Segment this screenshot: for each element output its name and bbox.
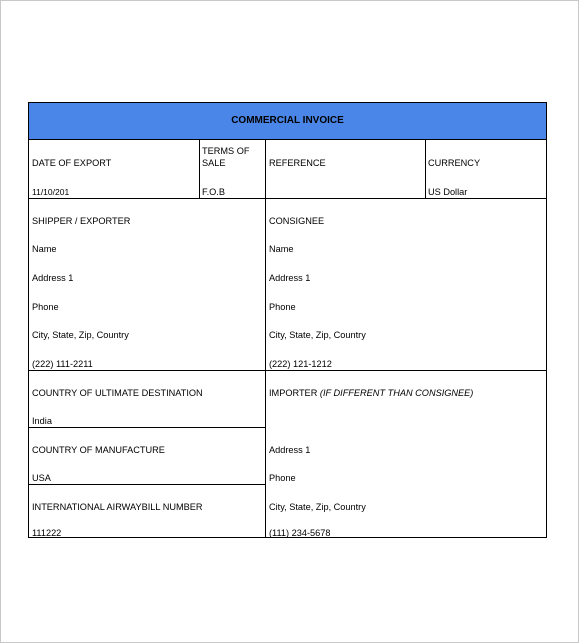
reference-label: REFERENCE: [269, 158, 326, 168]
importer-note: (IF DIFFERENT THAN CONSIGNEE): [319, 388, 474, 398]
consignee-address: Address 1: [269, 273, 311, 283]
shipper-label: SHIPPER / EXPORTER: [32, 216, 131, 226]
consignee-name: Name: [269, 244, 294, 254]
importer-phone-number: (111) 234-5678: [269, 528, 331, 538]
country-destination-value: India: [32, 416, 52, 426]
shipper-address: Address 1: [32, 273, 74, 283]
country-manufacture-label: COUNTRY OF MANUFACTURE: [32, 445, 165, 455]
commercial-invoice-form: [28, 102, 547, 538]
airwaybill-value: 111222: [32, 528, 62, 538]
importer-address: Address 1: [269, 445, 311, 455]
importer-city: City, State, Zip, Country: [269, 502, 366, 512]
divider: [199, 140, 200, 198]
importer-label-line: [269, 388, 473, 399]
divider: [29, 427, 266, 428]
consignee-label: CONSIGNEE: [269, 216, 325, 226]
divider: [265, 140, 266, 537]
importer-label: IMPORTER: [269, 388, 318, 398]
shipper-phone-number: (222) 111-2211: [32, 359, 93, 369]
date-of-export-value: 11/10/201: [32, 187, 70, 197]
consignee-city: City, State, Zip, Country: [269, 330, 366, 340]
divider: [29, 370, 546, 371]
currency-label: CURRENCY: [428, 158, 481, 168]
country-manufacture-value: USA: [32, 473, 51, 483]
invoice-title: COMMERCIAL INVOICE: [29, 103, 546, 140]
divider: [29, 484, 266, 485]
divider: [29, 198, 546, 199]
country-destination-label: COUNTRY OF ULTIMATE DESTINATION: [32, 388, 203, 398]
shipper-city: City, State, Zip, Country: [32, 330, 129, 340]
consignee-phone-label: Phone: [269, 302, 296, 312]
currency-value: US Dollar: [428, 187, 468, 197]
date-of-export-label: DATE OF EXPORT: [32, 158, 112, 168]
terms-of-sale-value: F.O.B: [202, 187, 225, 197]
consignee-phone-number: (222) 121-1212: [269, 359, 332, 369]
importer-phone-label: Phone: [269, 473, 296, 483]
shipper-name: Name: [32, 244, 57, 254]
divider: [425, 140, 426, 198]
shipper-phone-label: Phone: [32, 302, 59, 312]
terms-of-sale-label-line1: TERMS OF: [202, 146, 250, 156]
airwaybill-label: INTERNATIONAL AIRWAYBILL NUMBER: [32, 502, 203, 512]
terms-of-sale-label-line2: SALE: [202, 158, 226, 168]
